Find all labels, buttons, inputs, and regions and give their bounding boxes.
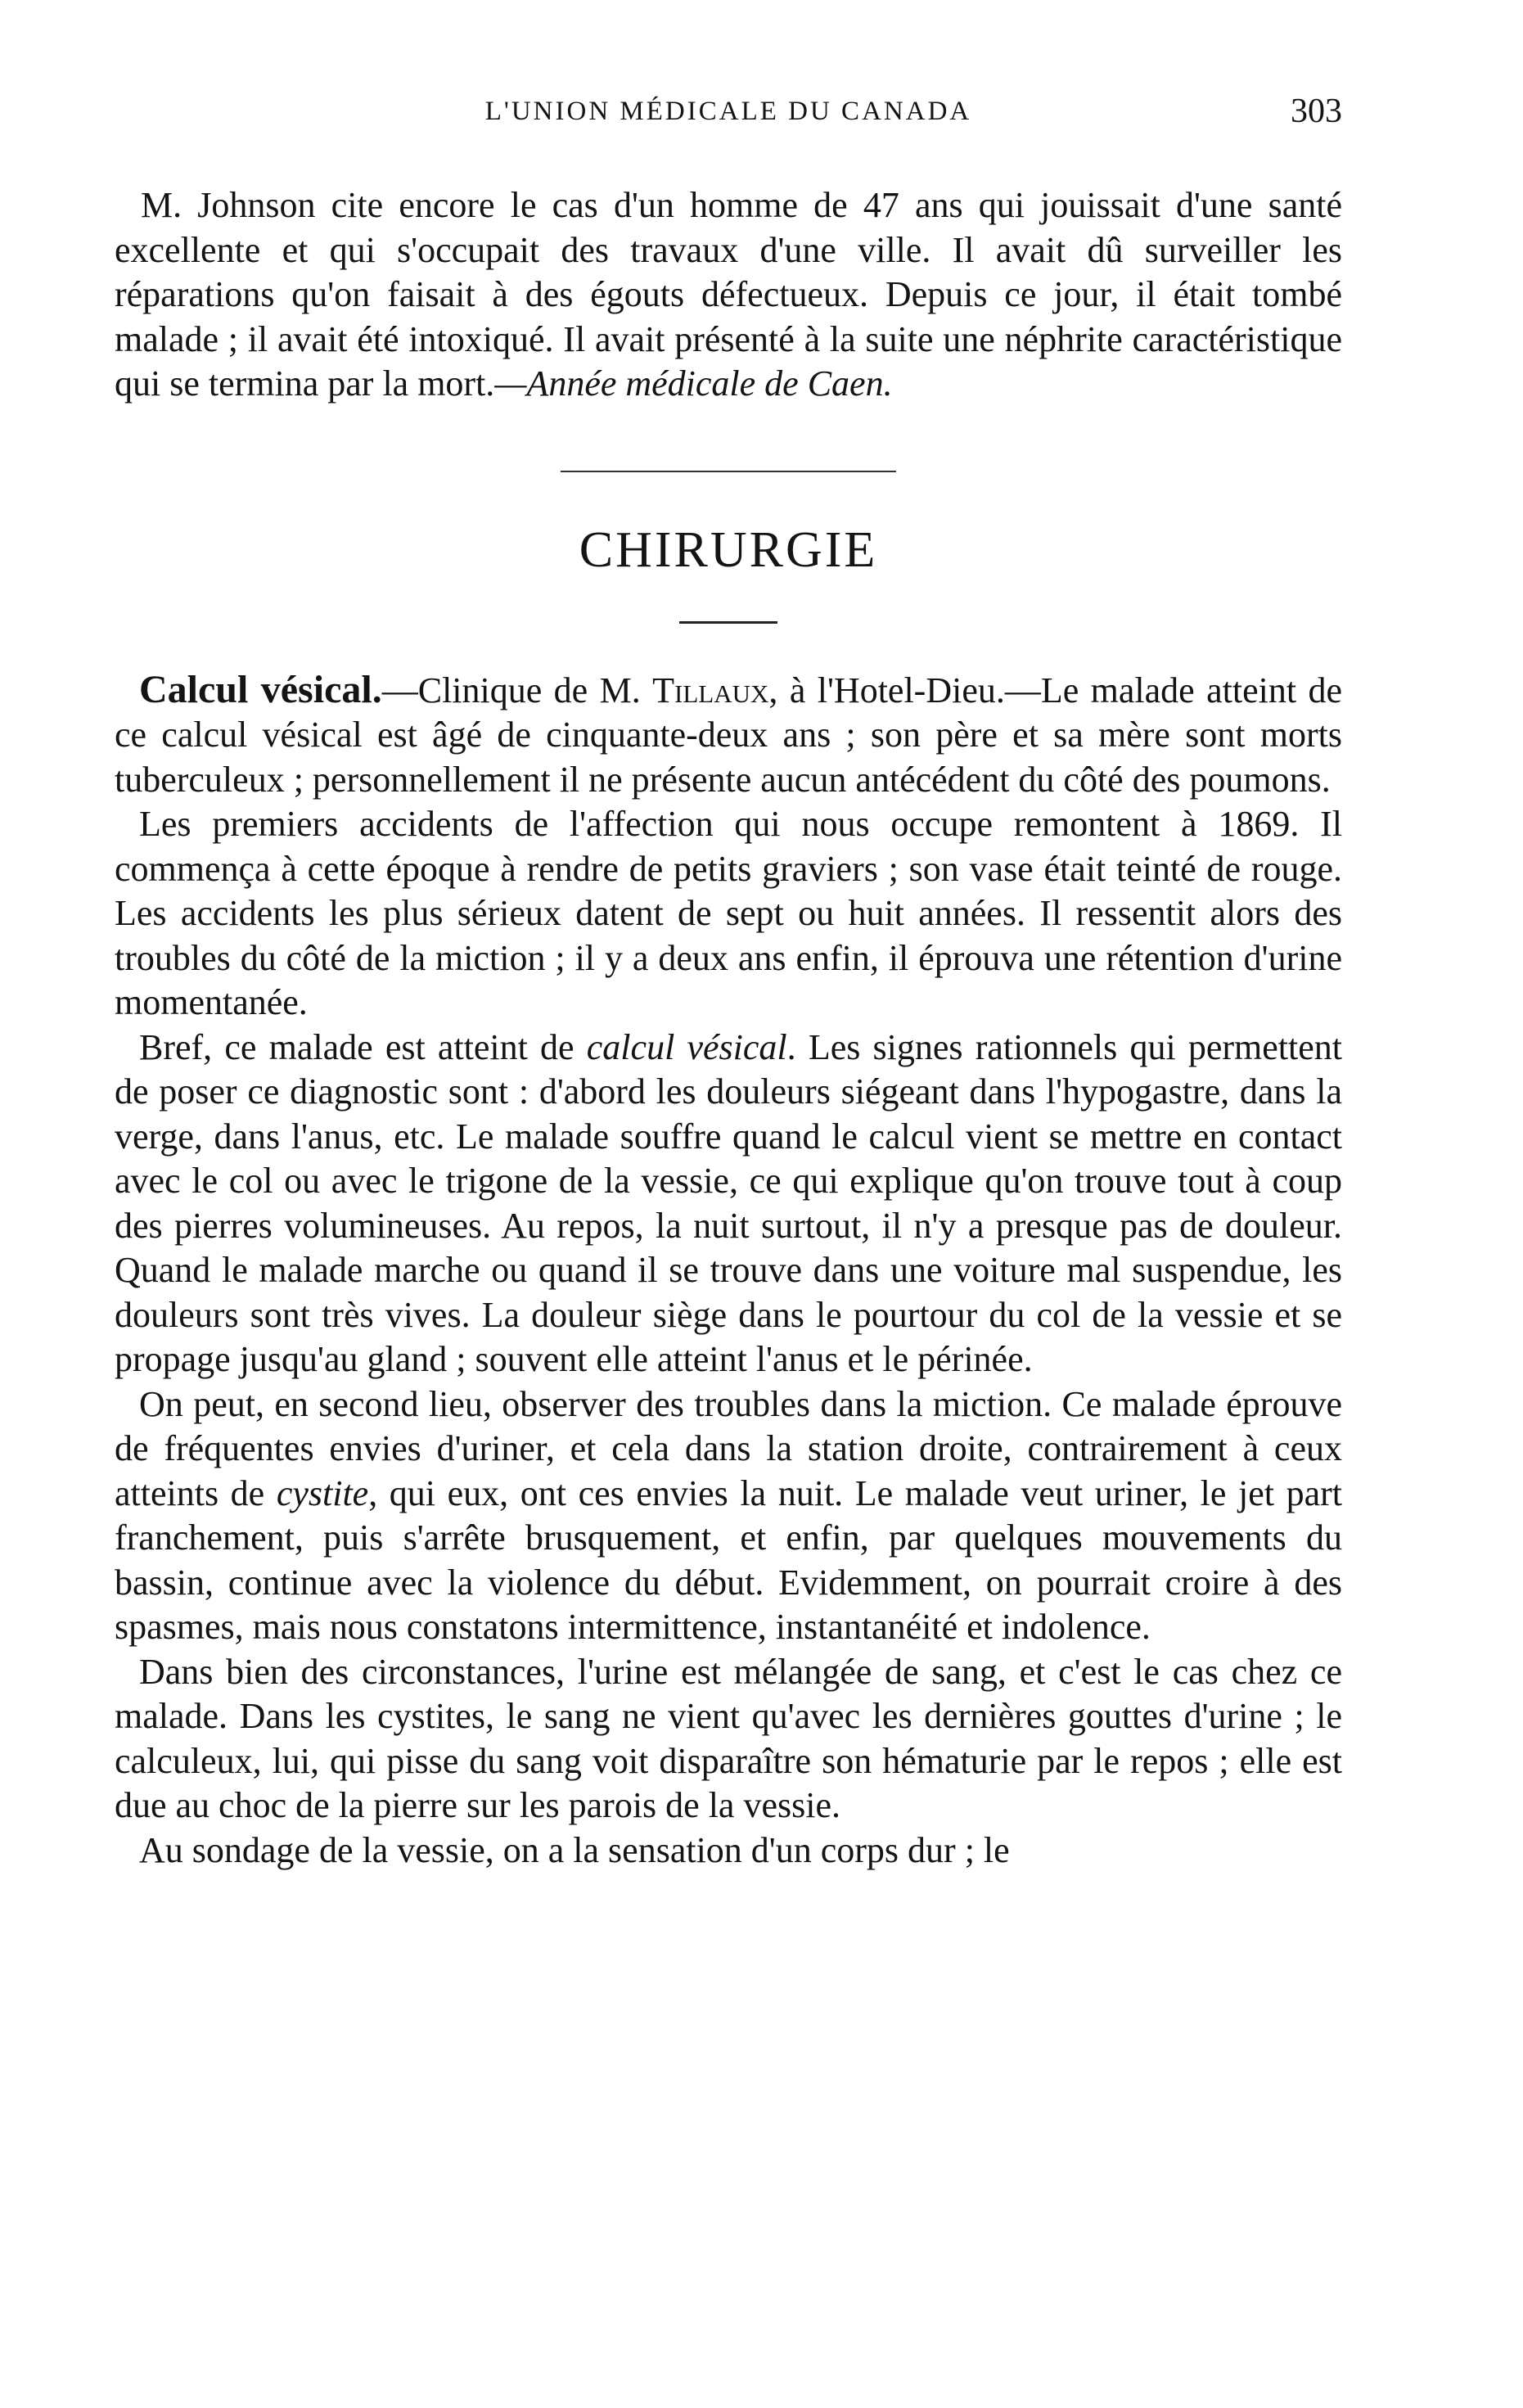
p4-text-b: , qui eux, ont ces envies la nuit. Le malade veut uriner, le jet part franchement, puis s'arrête brusquement, et enfin, par quelques mouvements du bassin, continue avec la violence du début. Evidemment, on pourrait croire à des spasmes, mais nous constatons intermittence, instantanéité et indolence.: [115, 1472, 1342, 1647]
article-paragraph-5: Dans bien des circonstances, l'urine est mélangée de sang, et c'est le cas chez ce malade. Dans les cystites, le sang ne vient qu'avec les dernières gouttes d'urine ; le calculeux, lui, qui pisse du sang voit disparaître son hématurie par le repos ; elle est due au choc de la pierre sur les parois de la vessie.: [115, 1651, 1342, 1825]
article-run-in-heading: Calcul vésical.: [139, 667, 382, 711]
running-head: [115, 92, 1342, 149]
intro-paragraph: [115, 183, 1342, 407]
article-paragraph-6: Au sondage de la vessie, on a la sensation d'un corps dur ; le: [139, 1829, 1010, 1870]
article-paragraph-1: [115, 668, 1342, 803]
page-number: 303: [1291, 92, 1342, 130]
page: [115, 92, 1342, 1873]
surgeon-name: Tillaux: [652, 670, 769, 710]
section-title: CHIRURGIE: [579, 521, 878, 578]
title-underline-rule: [679, 621, 777, 624]
p3-text-a: Bref, ce malade est atteint de: [139, 1026, 587, 1067]
section-separator-rule: [561, 471, 896, 472]
article-paragraph-4: [115, 1382, 1342, 1650]
article-paragraph-2: Les premiers accidents de l'affection qui nous occupe remontent à 1869. Il commença à cette époque à rendre de petits graviers ; son vase était teinté de rouge. Les accidents les plus sérieux datent de sept ou huit années. Il ressentit alors des troubles du côté de la miction ; il y a deux ans enfin, il éprouva une rétention d'urine momentanée.: [115, 804, 1342, 1022]
intro-text: M. Johnson cite encore le cas d'un homme de 47 ans qui jouissait d'une santé excellente et qui s'occupait des travaux d'une ville. Il avait dû surveiller les réparations qu'on faisait à des égouts défectueux. Depuis ce jour, il était tombé malade ; il avait été intoxiqué. Il avait présenté à la suite une néphrite caractéristique qui se termina par la mort.: [115, 185, 1342, 404]
p4-emphasis: cystite: [276, 1472, 369, 1513]
intro-source: —Année médicale de Caen.: [494, 363, 893, 404]
p4-text-a: On peut, en second lieu, observer des troubles dans la miction. Ce malade éprouve de fréquentes envies d'uriner, et cela dans la station droite, contrairement à ceux atteints de: [115, 1383, 1342, 1513]
running-title: L'UNION MÉDICALE DU CANADA: [484, 97, 972, 126]
p3-emphasis: calcul vésical: [586, 1026, 787, 1067]
article-lead-1: —Clinique de M.: [381, 670, 653, 710]
p3-text-b: . Les signes rationnels qui permettent de poser ce diagnostic sont : d'abord les douleurs siégeant dans l'hypogastre, dans la verge, dans l'anus, etc. Le malade souffre quand le calcul vient se mettre en contact avec le col ou avec le trigone de la vessie, ce qui explique qu'on trouve tout à coup des pierres volumineuses. Au repos, la nuit surtout, il n'y a presque pas de douleur. Quand le malade marche ou quand il se trouve dans une voiture mal suspendue, les douleurs sont très vives. La douleur siège dans le pourtour du col de la vessie et se propage jusqu'au gland ; souvent elle atteint l'anus et le périnée.: [115, 1026, 1342, 1379]
article-lead-2: , à l'Hotel-Dieu.—Le malade atteint de ce calcul vésical est âgé de cinquante-deux ans ; son père et sa mère sont morts tuberculeux ; personnellement il ne présente aucun antécédent du côté des poumons.: [115, 670, 1343, 800]
article-paragraph-3: [115, 1026, 1342, 1382]
